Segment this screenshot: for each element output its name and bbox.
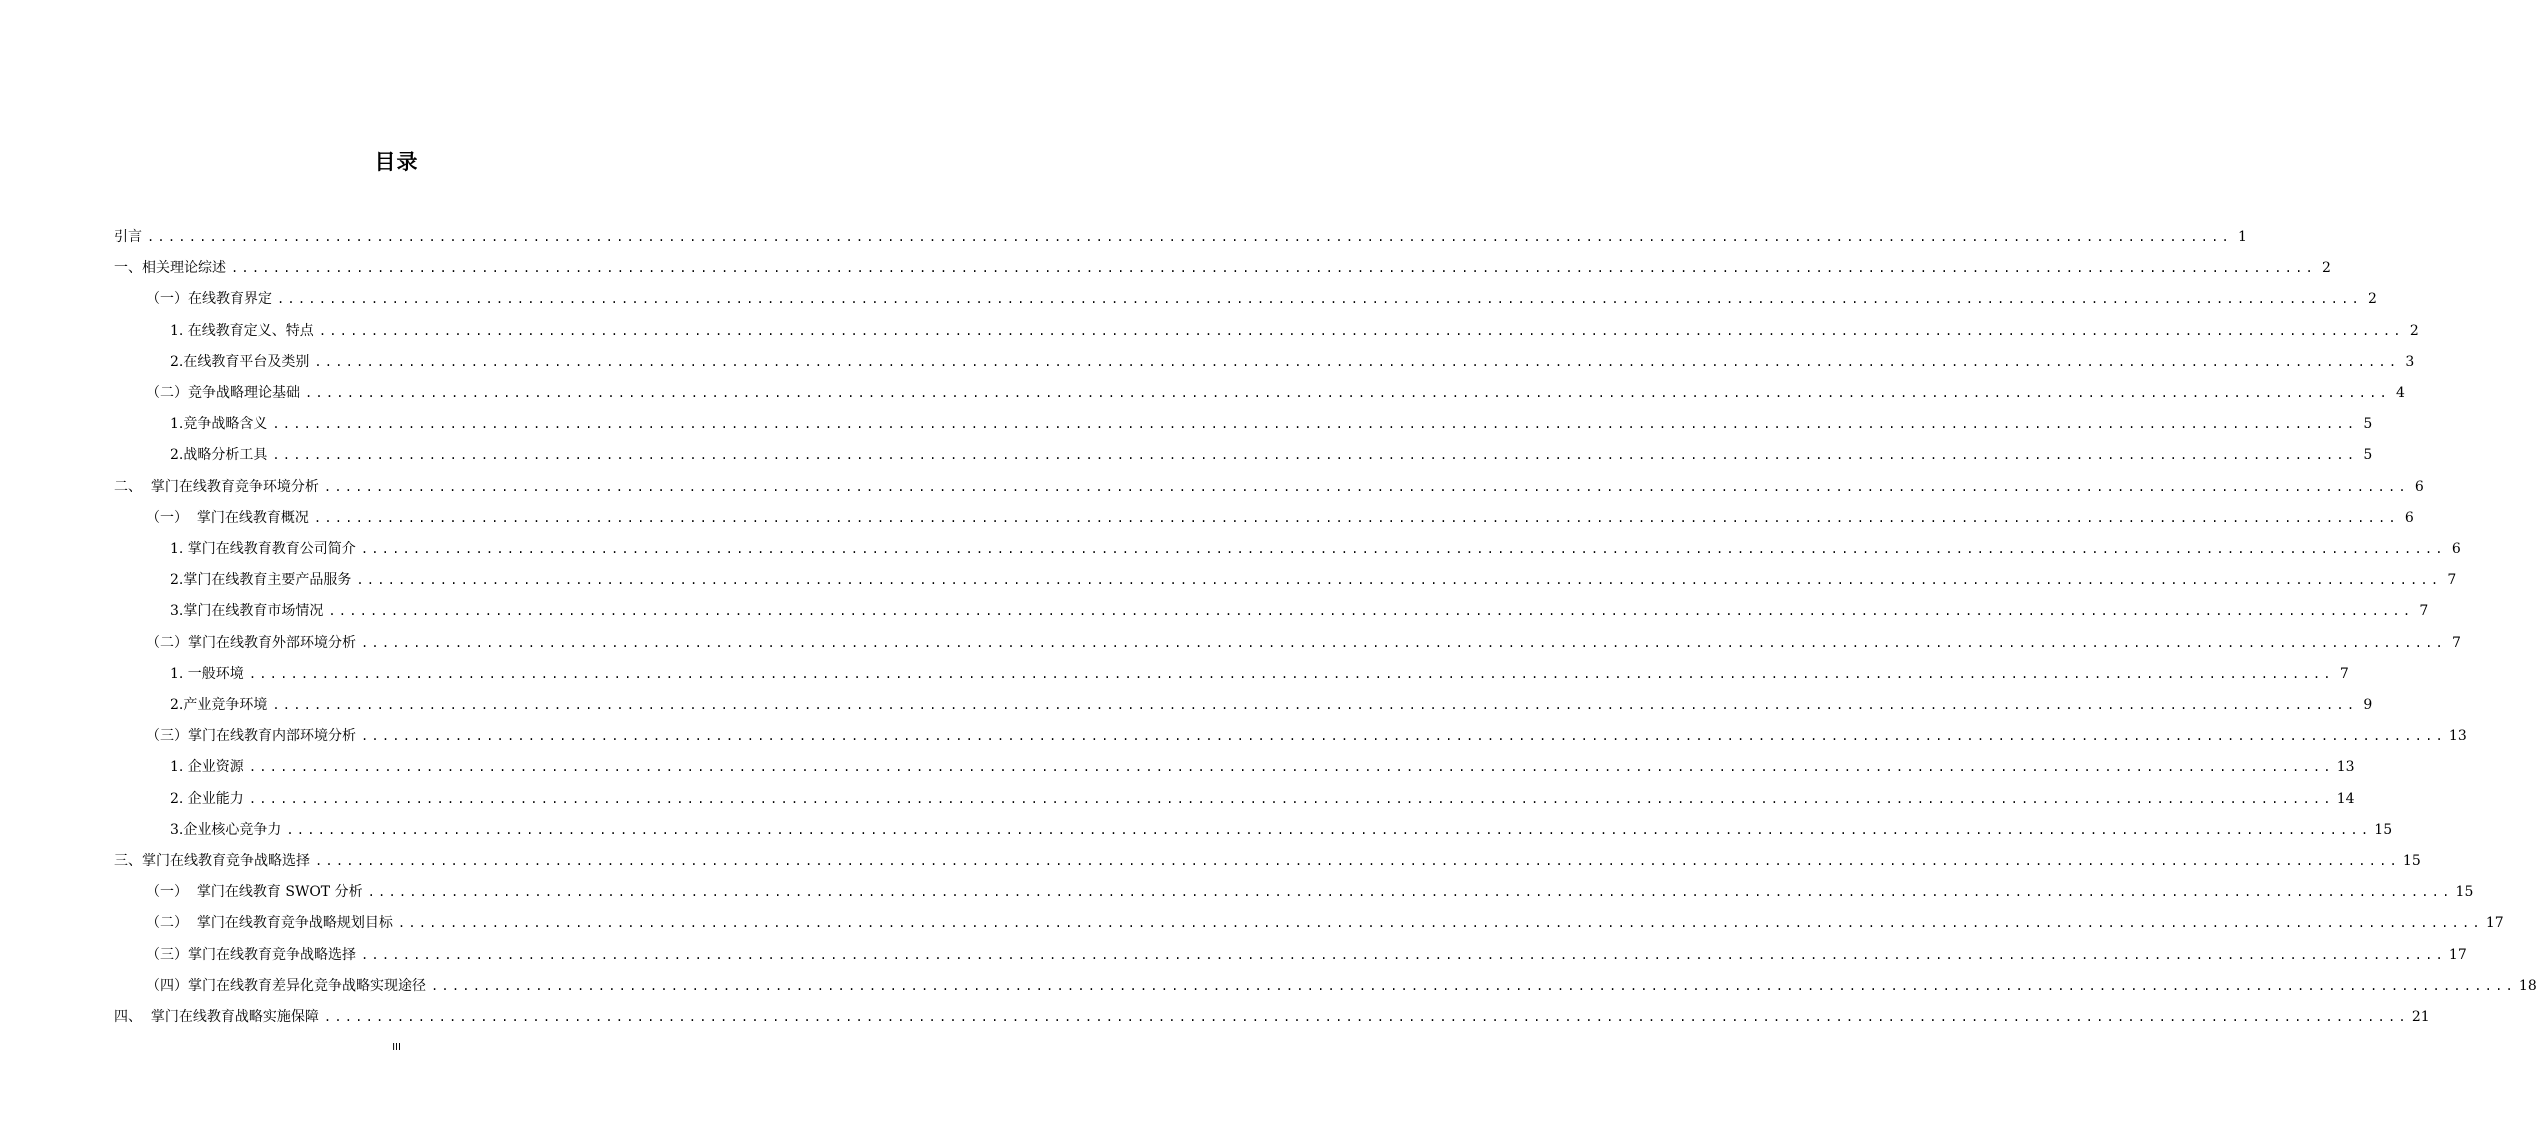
- dot-leader: ........................................................................................................................................................................................................: [272, 417, 2358, 432]
- dot-leader: ........................................................................................................................................................................................................: [248, 791, 2334, 806]
- toc-entry[interactable]: [170, 815, 2393, 846]
- dot-leader: ........................................................................................................................................................................................................: [361, 947, 2446, 962]
- toc-entry-title: 二、 掌门在线教育竞争环境分析: [114, 478, 319, 495]
- toc-entry-page: 5: [2363, 447, 2373, 464]
- toc-entry-title: 1.竞争战略含义: [170, 416, 268, 433]
- toc-entry[interactable]: [114, 472, 2424, 503]
- dot-leader: ........................................................................................................................................................................................................: [231, 261, 2316, 276]
- toc-entry[interactable]: [146, 284, 2377, 315]
- toc-entry-title: （二）竞争战略理论基础: [146, 385, 300, 401]
- toc-entry-page: 14: [2336, 790, 2355, 807]
- toc-entry-page: 15: [2402, 853, 2421, 869]
- toc-entry-page: 1: [2238, 229, 2247, 245]
- toc-entry-title: （四）掌门在线教育差异化竞争战略实现途径: [146, 977, 426, 994]
- dot-leader: ........................................................................................................................................................................................................: [361, 635, 2446, 650]
- toc-entry-page: 21: [2411, 1009, 2430, 1025]
- toc-entry[interactable]: [146, 378, 2405, 409]
- toc-entry[interactable]: [114, 1002, 2430, 1033]
- toc-entry-page: 6: [2414, 478, 2424, 495]
- toc-entry-title: 1. 企业资源: [170, 759, 244, 776]
- toc-entry-title: （一） 掌门在线教育概况: [146, 509, 309, 526]
- toc-entry-page: 4: [2396, 385, 2405, 401]
- toc-entry-page: 7: [2452, 634, 2461, 651]
- toc-entry[interactable]: [146, 940, 2467, 971]
- toc-entry-page: 7: [2447, 572, 2457, 589]
- toc-entry-page: 9: [2363, 697, 2373, 713]
- toc-entry-title: 2.掌门在线教育主要产品服务: [170, 572, 352, 589]
- toc-entry-page: 7: [2419, 603, 2429, 620]
- toc-entry[interactable]: [146, 503, 2414, 534]
- toc-entry-page: 15: [2374, 821, 2393, 838]
- toc-entry-title: 三、掌门在线教育竞争战略选择: [114, 853, 310, 869]
- toc-entry-title: 3.企业核心竞争力: [170, 821, 282, 838]
- dot-leader: ........................................................................................................................................................................................................: [323, 479, 2409, 494]
- toc-entry-page: 17: [2485, 915, 2504, 932]
- dot-leader: ........................................................................................................................................................................................................: [272, 698, 2358, 712]
- toc-entry-title: 2.产业竞争环境: [170, 697, 268, 713]
- dot-leader: ........................................................................................................................................................................................................: [147, 230, 2232, 244]
- toc-entry[interactable]: [114, 846, 2421, 877]
- toc-entry-title: 一、相关理论综述: [114, 260, 226, 277]
- toc-entry-page: 18: [2518, 977, 2537, 994]
- dot-leader: ........................................................................................................................................................................................................: [431, 978, 2516, 993]
- toc-entry[interactable]: [170, 440, 2373, 471]
- toc-entry-page: 2: [2409, 322, 2419, 339]
- toc-entry[interactable]: [146, 721, 2467, 752]
- dot-leader: ........................................................................................................................................................................................................: [272, 448, 2358, 463]
- toc-entry[interactable]: [170, 534, 2461, 565]
- toc-entry-title: （三）掌门在线教育内部环境分析: [146, 728, 356, 745]
- toc-entry[interactable]: [146, 971, 2537, 1002]
- dot-leader: ........................................................................................................................................................................................................: [397, 916, 2483, 931]
- dot-leader: ........................................................................................................................................................................................................: [360, 542, 2446, 556]
- dot-leader: ........................................................................................................................................................................................................: [328, 604, 2414, 619]
- toc-entry[interactable]: [170, 596, 2429, 627]
- toc-entry[interactable]: [146, 908, 2504, 939]
- toc-entry-page: 3: [2405, 353, 2415, 370]
- dot-leader: ........................................................................................................................................................................................................: [367, 885, 2453, 900]
- toc-entry[interactable]: [170, 784, 2355, 815]
- dot-leader: ........................................................................................................................................................................................................: [248, 760, 2334, 775]
- dot-leader: ........................................................................................................................................................................................................: [305, 386, 2390, 400]
- toc-entry-page: 13: [2448, 728, 2467, 745]
- toc-entry[interactable]: [170, 565, 2457, 596]
- dot-leader: ........................................................................................................................................................................................................: [315, 854, 2400, 868]
- toc-entry-page: 13: [2336, 759, 2355, 776]
- toc-entry-title: 引言: [114, 229, 142, 245]
- toc-entry[interactable]: [170, 347, 2415, 378]
- dot-leader: ........................................................................................................................................................................................................: [286, 822, 2372, 837]
- dot-leader: ........................................................................................................................................................................................................: [314, 354, 2400, 369]
- toc-entry-title: 3.掌门在线教育市场情况: [170, 603, 324, 620]
- dot-leader: ........................................................................................................................................................................................................: [323, 1010, 2409, 1024]
- toc-entry-title: 1. 一般环境: [170, 665, 244, 682]
- toc-entry-title: （一） 掌门在线教育 SWOT 分析: [146, 884, 363, 901]
- toc-entry-title: 2.在线教育平台及类别: [170, 353, 310, 370]
- dot-leader: ........................................................................................................................................................................................................: [356, 573, 2442, 588]
- toc-entry-title: 2. 企业能力: [170, 790, 244, 807]
- dot-leader: ........................................................................................................................................................................................................: [248, 666, 2334, 681]
- toc-entry-title: （二）掌门在线教育外部环境分析: [146, 634, 356, 651]
- toc-entry[interactable]: [170, 752, 2355, 783]
- toc-entry[interactable]: [146, 628, 2461, 659]
- toc-entry-page: 2: [2322, 260, 2331, 277]
- toc-entry[interactable]: [170, 690, 2373, 721]
- toc-title: 目录: [374, 150, 419, 174]
- toc-entry[interactable]: [114, 222, 2247, 253]
- toc-entry-page: 6: [2451, 541, 2461, 557]
- toc-entry[interactable]: [170, 409, 2373, 440]
- dot-leader: ........................................................................................................................................................................................................: [313, 510, 2399, 525]
- toc-entry[interactable]: [114, 253, 2331, 284]
- toc-entry-page: 2: [2368, 291, 2377, 308]
- toc-entry-title: （一）在线教育界定: [146, 291, 272, 308]
- toc-entry-page: 6: [2404, 509, 2414, 526]
- toc-entry-page: 7: [2339, 665, 2349, 682]
- toc-entry-title: 1. 掌门在线教育教育公司简介: [170, 541, 356, 557]
- toc-entry-title: （二） 掌门在线教育竞争战略规划目标: [146, 915, 393, 932]
- toc-entry[interactable]: [146, 877, 2474, 908]
- toc-entry-page: 15: [2455, 884, 2474, 901]
- toc-entry[interactable]: [170, 316, 2419, 347]
- toc-entry-title: 四、 掌门在线教育战略实施保障: [114, 1009, 319, 1025]
- toc-entry-title: 1. 在线教育定义、特点: [170, 322, 314, 339]
- toc-entry-page: 5: [2363, 416, 2373, 433]
- dot-leader: ........................................................................................................................................................................................................: [277, 292, 2362, 307]
- dot-leader: ........................................................................................................................................................................................................: [318, 323, 2404, 338]
- dot-leader: ........................................................................................................................................................................................................: [361, 729, 2446, 744]
- toc-entry-title: （三）掌门在线教育竞争战略选择: [146, 946, 356, 963]
- toc-entry-title: 2.战略分析工具: [170, 447, 268, 464]
- toc-entry-page: 17: [2448, 946, 2467, 963]
- page-number: III: [392, 1042, 401, 1053]
- toc-entry[interactable]: [170, 659, 2349, 690]
